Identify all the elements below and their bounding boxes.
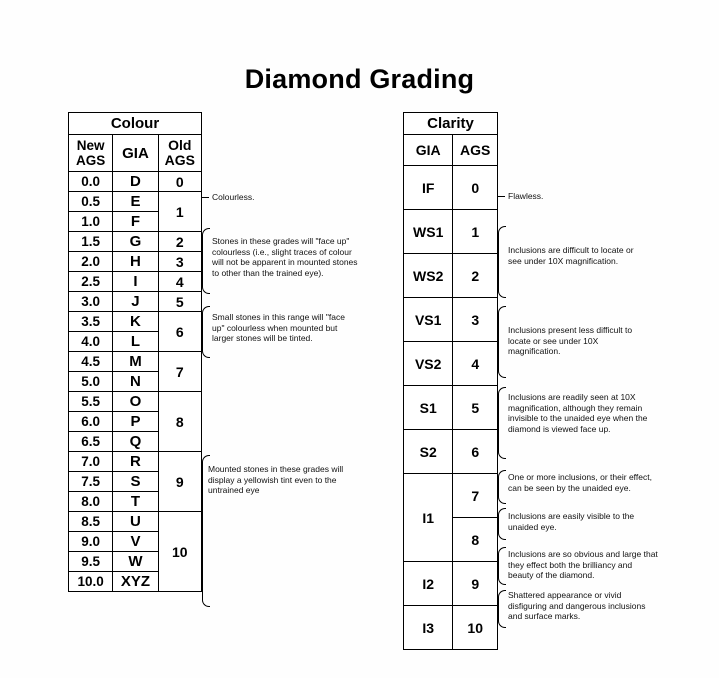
colour-gia: S [113, 472, 158, 492]
colour-old-ags: 0 [158, 172, 201, 192]
colour-gia: XYZ [113, 572, 158, 592]
colour-new-ags: 9.5 [69, 552, 113, 572]
clarity-ags: 6 [453, 430, 498, 474]
colour-gia: P [113, 412, 158, 432]
table-row [404, 430, 498, 474]
colour-new-ags: 3.0 [69, 292, 113, 312]
colour-new-ags: 6.0 [69, 412, 113, 432]
table-row [404, 254, 498, 298]
colour-new-ags: 8.5 [69, 512, 113, 532]
table-row [69, 192, 202, 212]
colour-note-1: Colourless. [212, 192, 255, 202]
colour-new-ags: 0.0 [69, 172, 113, 192]
clarity-note-7: Inclusions are so obvious and large that they effect both the brilliancy and beauty of the diamond. [508, 549, 658, 580]
clarity-gia: I2 [404, 562, 453, 606]
clarity-ags: 4 [453, 342, 498, 386]
colour-note-2: Stones in these grades will "face up" colourless (i.e., slight traces of colour will not be apparent in mounted stones to other than the trained eye). [212, 236, 358, 278]
clarity-gia: I3 [404, 606, 453, 650]
colour-table [68, 112, 202, 592]
table-row [404, 474, 498, 518]
colour-old-ags: 2 [158, 232, 201, 252]
colour-header-gia: GIA [113, 135, 158, 172]
clarity-gia: S2 [404, 430, 453, 474]
clarity-note-2: Inclusions are difficult to locate or see under 10X magnification. [508, 245, 634, 266]
table-row [69, 512, 202, 532]
clarity-ags: 9 [453, 562, 498, 606]
colour-new-ags: 6.5 [69, 432, 113, 452]
clarity-bracket-5 [498, 470, 506, 504]
clarity-gia: WS1 [404, 210, 453, 254]
clarity-note-8: Shattered appearance or vivid disfiguring and dangerous inclusions and surface marks. [508, 590, 646, 621]
colour-gia: M [113, 352, 158, 372]
colour-old-ags: 9 [158, 452, 201, 512]
colour-gia: T [113, 492, 158, 512]
table-row [404, 166, 498, 210]
colour-gia: R [113, 452, 158, 472]
clarity-ags: 10 [453, 606, 498, 650]
colour-gia: G [113, 232, 158, 252]
colour-caption: Colour [69, 113, 202, 135]
table-row [69, 272, 202, 292]
clarity-ags: 1 [453, 210, 498, 254]
clarity-bracket-8 [498, 590, 506, 628]
clarity-caption-row [404, 113, 498, 135]
clarity-header-gia: GIA [404, 135, 453, 166]
table-row [404, 606, 498, 650]
colour-header-new-ags: New AGS [69, 135, 113, 172]
colour-new-ags: 8.0 [69, 492, 113, 512]
colour-new-ags: 2.5 [69, 272, 113, 292]
colour-gia: K [113, 312, 158, 332]
table-row [69, 172, 202, 192]
colour-old-ags: 1 [158, 192, 201, 232]
colour-gia: O [113, 392, 158, 412]
clarity-bracket-7 [498, 547, 506, 585]
colour-old-ags: 3 [158, 252, 201, 272]
colour-new-ags: 4.0 [69, 332, 113, 352]
colour-header-row [69, 135, 202, 172]
colour-new-ags: 3.5 [69, 312, 113, 332]
table-row [69, 352, 202, 372]
colour-new-ags: 2.0 [69, 252, 113, 272]
table-row [69, 252, 202, 272]
clarity-ags: 7 [453, 474, 498, 518]
clarity-header-ags: AGS [453, 135, 498, 166]
table-row [404, 386, 498, 430]
clarity-gia: WS2 [404, 254, 453, 298]
colour-note-4: Mounted stones in these grades will display a yellowish tint even to the untrained eye [208, 464, 344, 495]
colour-new-ags: 1.5 [69, 232, 113, 252]
colour-bracket-2 [202, 228, 210, 294]
colour-gia: I [113, 272, 158, 292]
table-row [69, 452, 202, 472]
colour-new-ags: 4.5 [69, 352, 113, 372]
colour-caption-row [69, 113, 202, 135]
table-row [404, 342, 498, 386]
clarity-note-1: Flawless. [508, 191, 544, 201]
clarity-bracket-6 [498, 508, 506, 540]
colour-new-ags: 10.0 [69, 572, 113, 592]
clarity-ags: 8 [453, 518, 498, 562]
clarity-bracket-1 [498, 196, 505, 197]
table-row [404, 210, 498, 254]
colour-bracket-1 [202, 197, 209, 198]
colour-old-ags: 8 [158, 392, 201, 452]
clarity-note-3: Inclusions present less difficult to locate or see under 10X magnification. [508, 325, 633, 356]
colour-new-ags: 7.0 [69, 452, 113, 472]
colour-old-ags: 7 [158, 352, 201, 392]
colour-gia: E [113, 192, 158, 212]
colour-gia: H [113, 252, 158, 272]
colour-new-ags: 5.0 [69, 372, 113, 392]
clarity-gia: VS2 [404, 342, 453, 386]
colour-old-ags: 4 [158, 272, 201, 292]
colour-new-ags: 0.5 [69, 192, 113, 212]
colour-new-ags: 1.0 [69, 212, 113, 232]
table-row [69, 312, 202, 332]
clarity-caption: Clarity [404, 113, 498, 135]
clarity-ags: 0 [453, 166, 498, 210]
clarity-ags: 2 [453, 254, 498, 298]
colour-gia: J [113, 292, 158, 312]
colour-gia: W [113, 552, 158, 572]
colour-old-ags: 10 [158, 512, 201, 592]
clarity-bracket-4 [498, 387, 506, 459]
clarity-note-6: Inclusions are easily visible to the unaided eye. [508, 511, 635, 532]
clarity-gia: I1 [404, 474, 453, 562]
table-row [404, 562, 498, 606]
clarity-note-4: Inclusions are readily seen at 10X magnification, although they remain invisible to the unaided eye when the diamond is viewed face up. [508, 392, 648, 434]
colour-new-ags: 7.5 [69, 472, 113, 492]
colour-header-old-ags: Old AGS [158, 135, 201, 172]
clarity-gia: VS1 [404, 298, 453, 342]
clarity-ags: 5 [453, 386, 498, 430]
colour-gia: D [113, 172, 158, 192]
clarity-note-5: One or more inclusions, or their effect, can be seen by the unaided eye. [508, 472, 652, 493]
clarity-table [403, 112, 498, 650]
table-row [404, 298, 498, 342]
colour-gia: Q [113, 432, 158, 452]
page-title: Diamond Grading [244, 64, 475, 94]
colour-new-ags: 9.0 [69, 532, 113, 552]
clarity-bracket-3 [498, 306, 506, 378]
clarity-header-row [404, 135, 498, 166]
colour-note-3: Small stones in this range will "face up" colourless when mounted but larger stones will be tinted. [212, 312, 345, 343]
colour-gia: F [113, 212, 158, 232]
colour-bracket-3 [202, 306, 210, 358]
colour-old-ags: 5 [158, 292, 201, 312]
colour-gia: L [113, 332, 158, 352]
clarity-ags: 3 [453, 298, 498, 342]
colour-old-ags: 6 [158, 312, 201, 352]
colour-gia: U [113, 512, 158, 532]
colour-new-ags: 5.5 [69, 392, 113, 412]
table-row [69, 392, 202, 412]
table-row [69, 292, 202, 312]
table-row [69, 232, 202, 252]
clarity-bracket-2 [498, 226, 506, 298]
clarity-gia: S1 [404, 386, 453, 430]
colour-gia: N [113, 372, 158, 392]
colour-gia: V [113, 532, 158, 552]
clarity-gia: IF [404, 166, 453, 210]
